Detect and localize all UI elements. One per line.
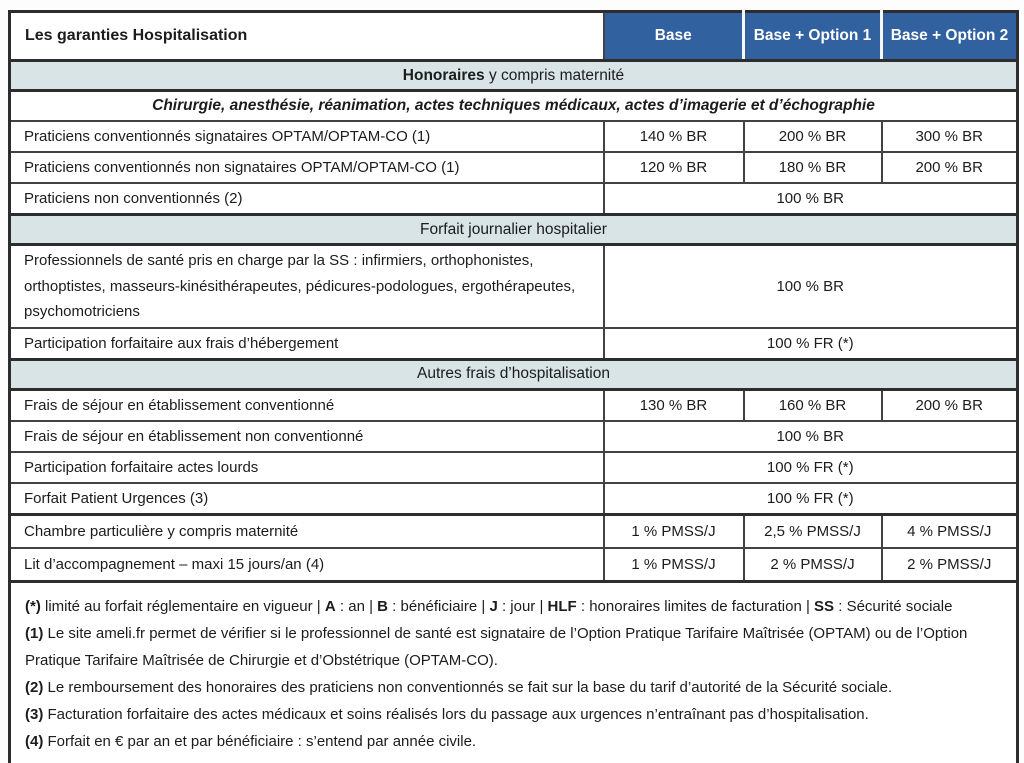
footnote-abbrev-b: B xyxy=(377,597,388,615)
value-option2: 200 % BR xyxy=(882,152,1018,183)
value-merged: 100 % BR xyxy=(604,245,1018,328)
value-base: 130 % BR xyxy=(604,389,744,421)
title-row xyxy=(10,12,1018,61)
value-merged: 100 % FR (*) xyxy=(604,328,1018,360)
value-option2: 2 % PMSS/J xyxy=(882,548,1018,582)
section-forfait-journalier xyxy=(10,215,1018,245)
subsection-chirurgie xyxy=(10,91,1018,122)
row-frais-sejour-non-conventionne xyxy=(10,421,1018,452)
row-praticiens-non-conventionnes xyxy=(10,183,1018,215)
row-participation-hebergement xyxy=(10,328,1018,360)
footnote-4 xyxy=(25,728,1002,755)
footnote-2-text: Le remboursement des honoraires des praticiens non conventionnés se fait sur la base du tarif d’autorité de la Sécurité sociale. xyxy=(43,678,893,696)
row-label: Praticiens conventionnés non signataires OPTAM/OPTAM-CO (1) xyxy=(10,152,604,183)
row-label: Frais de séjour en établissement non conventionné xyxy=(10,421,604,452)
footnotes-row xyxy=(10,581,1018,763)
section-honoraires-rest: y compris maternité xyxy=(484,66,625,84)
footnote-abbrev-a: A xyxy=(324,597,336,615)
footnote-4-text: Forfait en € par an et par bénéficiaire : s’entend par année civile. xyxy=(43,732,477,750)
footnote-star-marker: (*) xyxy=(25,597,41,615)
garanties-hospitalisation-table xyxy=(8,10,1019,763)
value-option1: 2 % PMSS/J xyxy=(744,548,882,582)
footnote-text: : Sécurité sociale xyxy=(834,597,953,615)
row-label xyxy=(10,245,604,328)
row-praticiens-non-signataires xyxy=(10,152,1018,183)
footnote-1-marker: (1) xyxy=(25,624,44,642)
section-honoraires-bold: Honoraires xyxy=(402,66,485,84)
section-honoraires-title xyxy=(10,61,1018,91)
footnote-legend xyxy=(25,593,1002,620)
row-praticiens-signataires xyxy=(10,121,1018,152)
row-chambre-particuliere xyxy=(10,514,1018,548)
page-title: Les garanties Hospitalisation xyxy=(10,12,604,61)
footnote-abbrev-ss: SS xyxy=(814,597,835,615)
value-option1: 200 % BR xyxy=(744,121,882,152)
section-forfait-journalier-title: Forfait journalier hospitalier xyxy=(10,215,1018,245)
value-base: 140 % BR xyxy=(604,121,744,152)
value-base: 120 % BR xyxy=(604,152,744,183)
footnote-text: limité au forfait réglementaire en vigueur | xyxy=(40,597,325,615)
row-lit-accompagnement xyxy=(10,548,1018,582)
footnote-abbrev-hlf: HLF xyxy=(547,597,577,615)
footnote-4-marker: (4) xyxy=(25,732,44,750)
footnote-text: : jour | xyxy=(497,597,548,615)
footnote-3 xyxy=(25,701,1002,728)
footnote-text: : honoraires limites de facturation | xyxy=(576,597,815,615)
row-label-text: Professionnels de santé pris en charge par la SS : infirmiers, orthophonistes, orthoptistes, masseurs-kinésithérapeutes, pédicures-podologues, ergothérapeutes, psychomotriciens xyxy=(24,252,576,320)
column-header-base: Base xyxy=(604,12,744,61)
row-label: Praticiens non conventionnés (2) xyxy=(10,183,604,215)
footnote-abbrev-j: J xyxy=(489,597,498,615)
value-option2: 200 % BR xyxy=(882,389,1018,421)
column-header-option2: Base + Option 2 xyxy=(882,12,1018,61)
row-label: Praticiens conventionnés signataires OPTAM/OPTAM-CO (1) xyxy=(10,121,604,152)
footnote-text: : bénéficiaire | xyxy=(387,597,490,615)
row-label: Frais de séjour en établissement conventionné xyxy=(10,389,604,421)
subsection-chirurgie-title: Chirurgie, anesthésie, réanimation, actes techniques médicaux, actes d’imagerie et d’échographie xyxy=(10,91,1018,122)
footnote-3-marker: (3) xyxy=(25,705,44,723)
row-frais-sejour-conventionne xyxy=(10,389,1018,421)
section-honoraires xyxy=(10,61,1018,91)
row-participation-actes-lourds xyxy=(10,452,1018,483)
value-option1: 160 % BR xyxy=(744,389,882,421)
value-option2: 300 % BR xyxy=(882,121,1018,152)
row-label: Chambre particulière y compris maternité xyxy=(10,514,604,548)
section-autres-frais xyxy=(10,359,1018,389)
value-merged: 100 % FR (*) xyxy=(604,452,1018,483)
value-option1: 180 % BR xyxy=(744,152,882,183)
footnote-text: : an | xyxy=(335,597,378,615)
section-autres-frais-title: Autres frais d’hospitalisation xyxy=(10,359,1018,389)
value-base: 1 % PMSS/J xyxy=(604,548,744,582)
footnote-1-text: Le site ameli.fr permet de vérifier si le professionnel de santé est signataire de l’Option Pratique Tarifaire Maîtrisée (OPTAM) ou de l’Option Pratique Tarifaire Maîtrisée de Chirurgie et d’Obstétrique (OPTAM-CO). xyxy=(25,624,968,669)
footnote-3-text: Facturation forfaitaire des actes médicaux et soins réalisés lors du passage aux urgences n’entraînant pas d’hospitalisation. xyxy=(43,705,869,723)
value-merged: 100 % FR (*) xyxy=(604,483,1018,515)
row-forfait-patient-urgences xyxy=(10,483,1018,515)
column-header-option1: Base + Option 1 xyxy=(744,12,882,61)
value-merged: 100 % BR xyxy=(604,183,1018,215)
footnotes-block xyxy=(10,581,1018,763)
footnote-2 xyxy=(25,674,1002,701)
footnote-2-marker: (2) xyxy=(25,678,44,696)
row-label: Participation forfaitaire actes lourds xyxy=(10,452,604,483)
value-merged: 100 % BR xyxy=(604,421,1018,452)
value-option2: 4 % PMSS/J xyxy=(882,514,1018,548)
value-base: 1 % PMSS/J xyxy=(604,514,744,548)
footnote-1 xyxy=(25,620,1002,674)
row-label: Lit d’accompagnement – maxi 15 jours/an (4) xyxy=(10,548,604,582)
row-professionnels-sante xyxy=(10,245,1018,328)
row-label: Participation forfaitaire aux frais d’hébergement xyxy=(10,328,604,360)
row-label: Forfait Patient Urgences (3) xyxy=(10,483,604,515)
value-option1: 2,5 % PMSS/J xyxy=(744,514,882,548)
